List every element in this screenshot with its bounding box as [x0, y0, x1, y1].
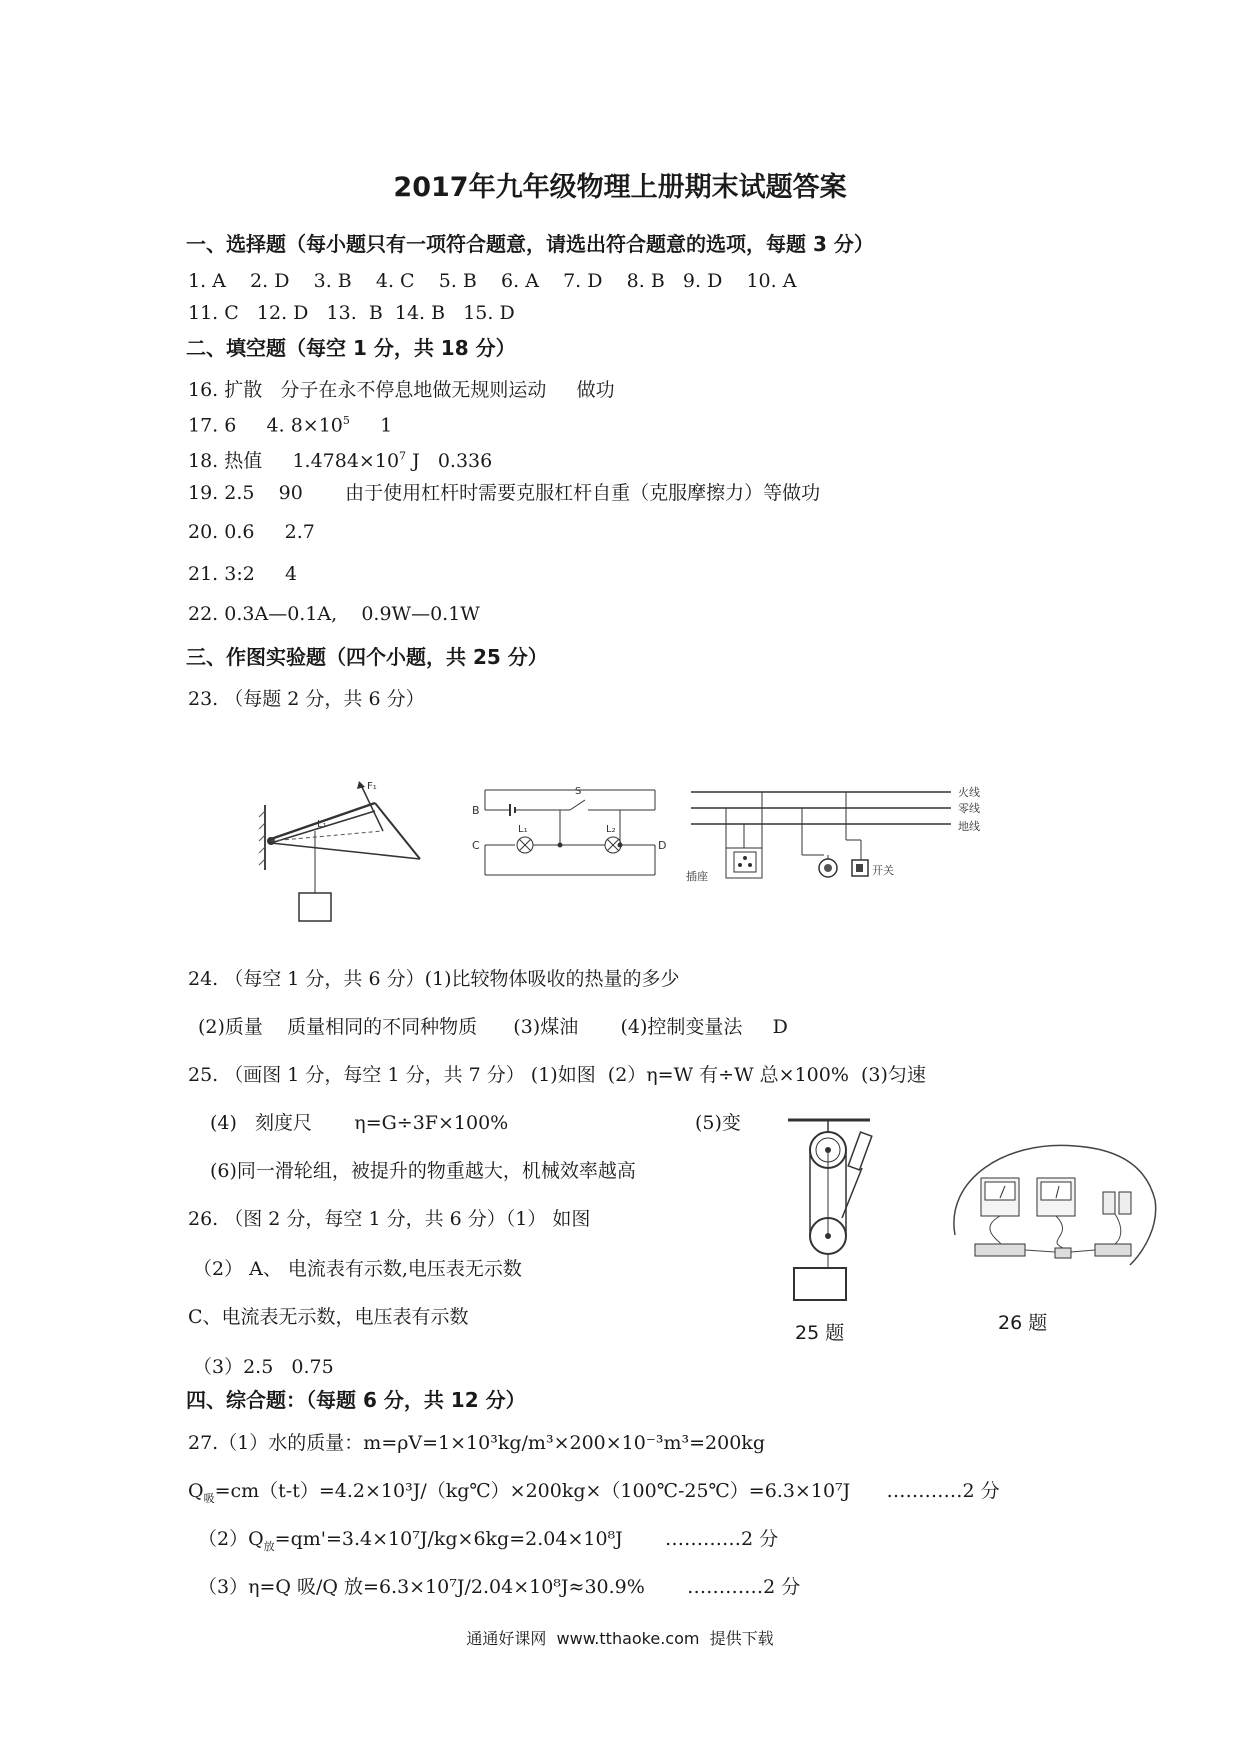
answer-24-line-1: 24. （每空 1 分，共 6 分）(1)比较物体吸收的热量的多少 — [188, 968, 680, 990]
answer-26-line-1: 26. （图 2 分，每空 1 分，共 6 分）（1） 如图 — [188, 1208, 591, 1230]
answer-27-part-2: $(2)Q_放=qm'=3.4\times 10^7J/kg\times 6kg=2.04\times 10^8J$ …………2 分 — [198, 1528, 779, 1553]
answer-26-line-4: （3）2.5 0.75 — [193, 1356, 334, 1378]
answer-18: 18. 热值 $1.4784\times 10^7$ J 0.336 — [188, 449, 493, 472]
circuit-label-l2: L₂ — [606, 824, 616, 835]
answer-27-q-absorbed: $Q_吸=cm(t-t)=4.2\times 10^3J/(kg℃)\times 200kg\times(100℃-25℃)=6.3\times 10^7J$ …………2 分 — [188, 1480, 1000, 1505]
answer-21: 21. 3:2 4 — [188, 563, 298, 585]
section-heading-lab: 三、作图实验题（四个小题，共 25 分） — [186, 645, 548, 669]
electric-circuit-sketch — [945, 1140, 1170, 1280]
wire-label-neutral: 零线 — [958, 802, 980, 815]
lever-label-l1: L₁ — [317, 819, 327, 830]
answer-26-line-3: C、电流表无示数，电压表有示数 — [188, 1306, 469, 1328]
pulley-diagram — [780, 1108, 880, 1308]
answer-25-line-2-tail: (5)变 — [695, 1112, 741, 1134]
household-wiring-diagram — [686, 780, 1006, 915]
circuit-label-d: D — [658, 839, 667, 852]
answer-20: 20. 0.6 2.7 — [188, 521, 315, 543]
answer-27-part-1: 27.（1）水的质量：m=ρV=1×10³kg/m³×200×10⁻³m³=200kg — [188, 1432, 765, 1454]
answer-25-line-2: (4) 刻度尺 η=G÷3F×100% — [210, 1112, 509, 1134]
caption-fig26: 26 题 — [998, 1312, 1048, 1334]
answer-24-line-2: (2)质量 质量相同的不同种物质 (3)煤油 (4)控制变量法 D — [198, 1016, 788, 1038]
answer-19: 19. 2.5 90 由于使用杠杆时需要克服杠杆自重（克服摩擦力）等做功 — [188, 482, 821, 504]
answer-27-part-3: （3）η=Q 吸/Q 放=6.3×10⁷J/2.04×10⁸J≈30.9% …………2 分 — [198, 1576, 801, 1598]
section-heading-comprehensive: 四、综合题：（每题 6 分，共 12 分） — [186, 1388, 526, 1412]
answer-23: 23. （每题 2 分，共 6 分） — [188, 688, 425, 710]
section-heading-choice: 一、选择题（每小题只有一项符合题意，请选出符合题意的选项，每题 3 分） — [186, 232, 874, 256]
section-heading-fill: 二、填空题（每空 1 分，共 18 分） — [186, 336, 516, 360]
lever-diagram — [255, 775, 435, 925]
switch-label: 开关 — [872, 864, 894, 877]
socket-label: 插座 — [686, 870, 708, 883]
wire-label-ground: 地线 — [958, 820, 980, 833]
caption-fig25: 25 题 — [795, 1322, 845, 1344]
circuit-label-l1: L₁ — [518, 824, 528, 835]
answer-25-line-3: (6)同一滑轮组，被提升的物重越大，机械效率越高 — [210, 1160, 636, 1182]
wire-label-live: 火线 — [958, 786, 980, 799]
footer-source: 通通好课网 www.tthaoke.com 提供下载 — [466, 1629, 774, 1648]
lever-label-f1: F₁ — [367, 781, 377, 792]
choice-answers-row-1: 1. A 2. D 3. B 4. C 5. B 6. A 7. D 8. B 9. D 10. A — [188, 270, 797, 292]
page-title: 2017年九年级物理上册期末试题答案 — [393, 172, 847, 203]
circuit-diagram — [470, 780, 670, 890]
answer-26-line-2: （2） A、 电流表有示数,电压表无示数 — [193, 1258, 522, 1280]
circuit-label-s: S — [575, 786, 582, 797]
answer-25-line-1: 25. （画图 1 分，每空 1 分，共 7 分） (1)如图 (2）η=W 有÷W 总×100% (3)匀速 — [188, 1064, 926, 1086]
answer-22: 22. 0.3A—0.1A, 0.9W—0.1W — [188, 603, 480, 625]
choice-answers-row-2: 11. C 12. D 13. B 14. B 15. D — [188, 302, 515, 324]
answer-17: 17. 6 4. $8\times 10^5$ 1 — [188, 414, 393, 437]
circuit-label-c: C — [472, 839, 480, 852]
circuit-label-b: B — [472, 804, 480, 817]
answer-16: 16. 扩散 分子在永不停息地做无规则运动 做功 — [188, 379, 615, 401]
